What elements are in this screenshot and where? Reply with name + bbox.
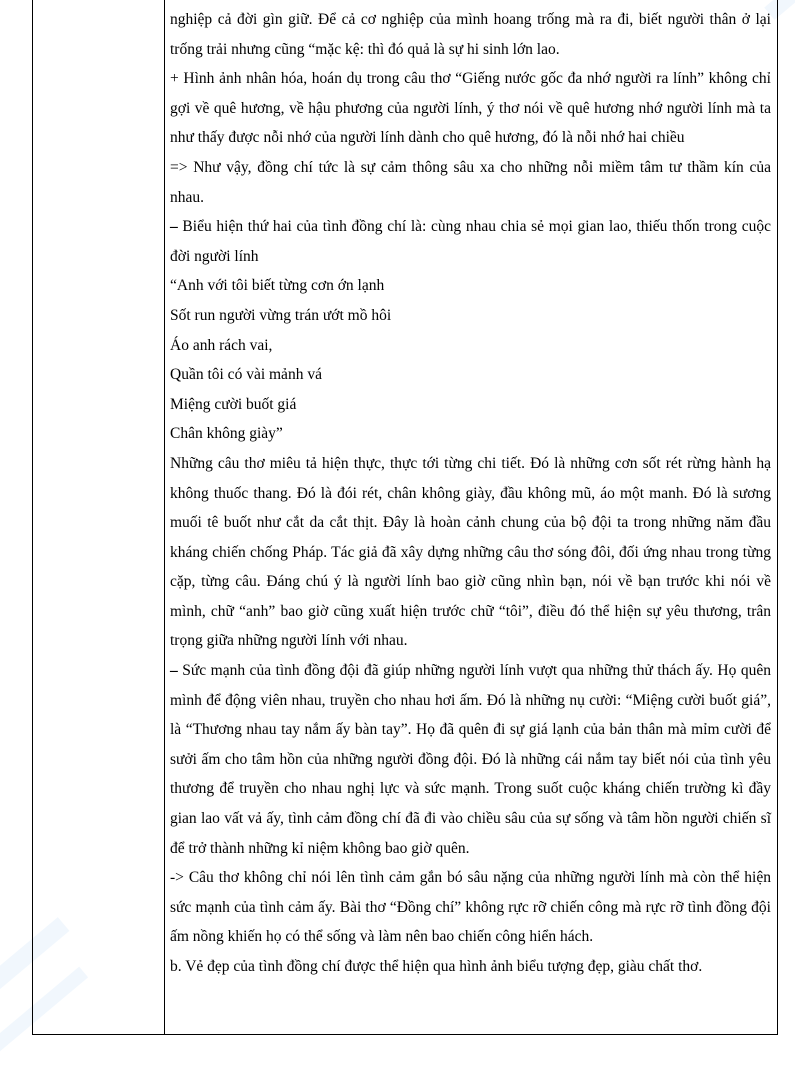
- paragraph: [170, 212, 771, 271]
- paragraph: Những câu thơ miêu tả hiện thực, thực tới từng chi tiết. Đó là những cơn sốt rét rừng hành hạ không thuốc thang. Đó là đói rét, chân không giày, đầu không mũ, áo một manh. Đó là sương muối tê buốt như cắt da cắt thịt. Đây là hoàn cảnh chung của bộ đội ta trong những năm đầu kháng chiến chống Pháp. Tác giả đã xây dựng những câu thơ sóng đôi, đối ứng nhau trong từng cặp, từng câu. Đáng chú ý là người lính bao giờ cũng nhìn bạn, nói về bạn trước khi nói về mình, chữ “anh” bao giờ cũng xuất hiện trước chữ “tôi”, điều đó thể hiện sự yêu thương, trân trọng giữa những người lính với nhau.: [170, 454, 771, 650]
- table-left-column: [33, 0, 165, 1034]
- paragraph-text: Sức mạnh của tình đồng đội đã giúp những người lính vượt qua những thử thách ấy. Họ quên mình để động viên nhau, truyền cho nhau hơi ấm. Đó là những nụ cười: “Miệng cười buốt giá”, là “Thương nhau tay nắm ấy bàn tay”. Họ đã quên đi sự giá lạnh của bản thân mà mỉm cười để sưởi ấm cho tâm hồn của những người đồng đội. Đó là những cái nắm tay biết nói của tình yêu thương để truyền cho nhau nghị lực và sức mạnh. Trong suốt cuộc kháng chiến trường kì đầy gian lao vất vả ấy, tình cảm đồng chí đã đi vào chiều sâu của sự sống và tâm hồn người chiến sĩ để trở thành những kỉ niệm không bao giờ quên.: [170, 662, 771, 857]
- poem-excerpt: [170, 271, 771, 449]
- poem-line: Miệng cười buốt giá: [170, 395, 297, 413]
- paragraph: + Hình ảnh nhân hóa, hoán dụ trong câu thơ “Giếng nước gốc đa nhớ người ra lính” không chỉ gợi về quê hương, về hậu phương của người lính, ý thơ nói về quê hương nhớ người lính mà ta như thấy được nỗi nhớ của người lính dành cho quê hương, đó là nỗi nhớ hai chiều: [170, 70, 771, 147]
- paragraph: [170, 656, 771, 863]
- poem-line: Quần tôi có vài mảnh vá: [170, 366, 322, 384]
- paragraph: nghiệp cả đời gìn giữ. Để cả cơ nghiệp của mình hoang trống mà ra đi, biết người thân ở lại trống trải nhưng cũng “mặc kệ: thì đó quả là sự hi sinh lớn lao.: [170, 11, 771, 58]
- paragraph: -> Câu thơ không chỉ nói lên tình cảm gắn bó sâu nặng của những người lính mà còn thể hiện sức mạnh của tình cảm ấy. Bài thơ “Đồng chí” không rực rỡ chiến công mà rực rỡ tình đồng đội ấm nồng khiến họ có thể sống và làm nên bao chiến công hiển hách.: [170, 869, 771, 946]
- dash-marker: –: [170, 662, 178, 680]
- poem-line: Chân không giày”: [170, 425, 283, 443]
- table-right-column: [165, 0, 777, 1034]
- paragraph: => Như vậy, đồng chí tức là sự cảm thông sâu xa cho những nỗi miềm tâm tư thầm kín của nhau.: [170, 158, 771, 206]
- paragraph-text: Biểu hiện thứ hai của tình đồng chí là: cùng nhau chia sẻ mọi gian lao, thiếu thốn trong cuộc đời người lính: [170, 218, 771, 265]
- section-heading: b. Vẻ đẹp của tình đồng chí được thể hiện qua hình ảnh biểu tượng đẹp, giàu chất thơ.: [170, 958, 703, 975]
- poem-line: Sốt run người vừng trán ướt mồ hôi: [170, 306, 392, 324]
- poem-line: “Anh với tôi biết từng cơn ớn lạnh: [170, 277, 385, 295]
- poem-line: Áo anh rách vai,: [170, 336, 273, 354]
- dash-marker: –: [170, 218, 178, 236]
- content-table: [32, 0, 778, 1035]
